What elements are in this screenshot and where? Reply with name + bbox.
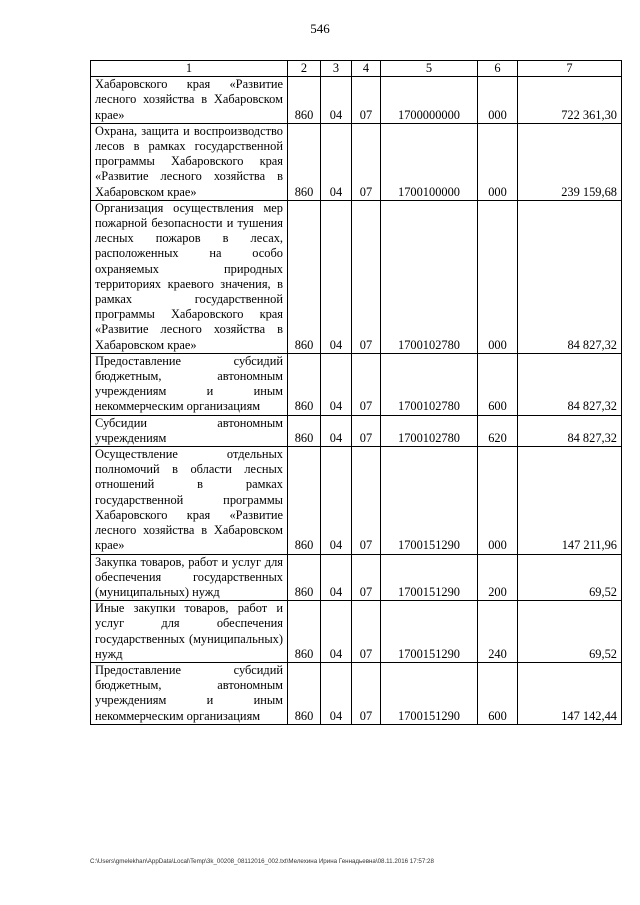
- row-admin-code: 860: [288, 123, 321, 200]
- budget-table: [90, 60, 622, 725]
- row-target-code: 1700100000: [381, 123, 478, 200]
- row-name: Закупка товаров, работ и услуг для обеспечения государственных (муниципальных) нужд: [91, 554, 288, 601]
- row-section: 04: [321, 554, 352, 601]
- row-target-code: 1700000000: [381, 77, 478, 124]
- row-section: 04: [321, 353, 352, 415]
- row-subsection: 07: [352, 554, 381, 601]
- header-col-2: 2: [288, 61, 321, 77]
- file-path-footer: C:\Users\gmelekhan\AppData\Local\Temp\3k_00208_08112016_002.txt\Мелехина Ирина Геннадьевна\08.11.2016 17:57:28: [90, 858, 434, 865]
- row-expense-type: 600: [478, 662, 518, 724]
- row-subsection: 07: [352, 200, 381, 353]
- row-target-code: 1700151290: [381, 662, 478, 724]
- header-col-4: 4: [352, 61, 381, 77]
- row-expense-type: 620: [478, 415, 518, 446]
- row-admin-code: 860: [288, 415, 321, 446]
- row-admin-code: 860: [288, 200, 321, 353]
- table-row: [91, 662, 622, 724]
- table-row: [91, 601, 622, 663]
- row-subsection: 07: [352, 415, 381, 446]
- row-section: 04: [321, 662, 352, 724]
- row-target-code: 1700151290: [381, 447, 478, 554]
- row-target-code: 1700151290: [381, 554, 478, 601]
- row-admin-code: 860: [288, 554, 321, 601]
- row-amount: 84 827,32: [518, 353, 622, 415]
- row-section: 04: [321, 200, 352, 353]
- row-expense-type: 200: [478, 554, 518, 601]
- row-target-code: 1700102780: [381, 415, 478, 446]
- row-amount: 147 142,44: [518, 662, 622, 724]
- row-target-code: 1700151290: [381, 601, 478, 663]
- row-amount: 84 827,32: [518, 415, 622, 446]
- row-target-code: 1700102780: [381, 353, 478, 415]
- row-section: 04: [321, 601, 352, 663]
- row-subsection: 07: [352, 353, 381, 415]
- row-expense-type: 240: [478, 601, 518, 663]
- table-row: [91, 415, 622, 446]
- row-admin-code: 860: [288, 601, 321, 663]
- row-expense-type: 000: [478, 447, 518, 554]
- row-amount: 69,52: [518, 601, 622, 663]
- header-col-3: 3: [321, 61, 352, 77]
- table-row: [91, 123, 622, 200]
- header-col-5: 5: [381, 61, 478, 77]
- row-name: Предоставление субсидий бюджетным, автономным учреждениям и иным некоммерческим организациям: [91, 662, 288, 724]
- row-admin-code: 860: [288, 662, 321, 724]
- row-section: 04: [321, 447, 352, 554]
- row-amount: 239 159,68: [518, 123, 622, 200]
- row-subsection: 07: [352, 77, 381, 124]
- row-expense-type: 000: [478, 123, 518, 200]
- table-row: [91, 77, 622, 124]
- header-col-7: 7: [518, 61, 622, 77]
- row-admin-code: 860: [288, 353, 321, 415]
- row-name: Иные закупки товаров, работ и услуг для обеспечения государственных (муниципальных) нужд: [91, 601, 288, 663]
- row-name: Организация осуществления мер пожарной безопасности и тушения лесных пожаров в лесах, расположенных на особо охраняемых природных территориях краевого значения, в рамках государственной программы Хабаровского края «Развитие лесного хозяйства в Хабаровском крае»: [91, 200, 288, 353]
- table-row: [91, 447, 622, 554]
- row-section: 04: [321, 123, 352, 200]
- table-header-row: [91, 61, 622, 77]
- row-expense-type: 000: [478, 77, 518, 124]
- page-number: 546: [310, 21, 330, 36]
- row-target-code: 1700102780: [381, 200, 478, 353]
- table-row: [91, 200, 622, 353]
- row-amount: 722 361,30: [518, 77, 622, 124]
- row-amount: 147 211,96: [518, 447, 622, 554]
- table-row: [91, 554, 622, 601]
- header-col-6: 6: [478, 61, 518, 77]
- row-amount: 84 827,32: [518, 200, 622, 353]
- row-subsection: 07: [352, 447, 381, 554]
- row-expense-type: 600: [478, 353, 518, 415]
- table-row: [91, 353, 622, 415]
- row-section: 04: [321, 415, 352, 446]
- row-expense-type: 000: [478, 200, 518, 353]
- row-name: Осуществление отдельных полномочий в области лесных отношений в рамках государственной программы Хабаровского края «Развитие лесного хозяйства в Хабаровском крае»: [91, 447, 288, 554]
- row-admin-code: 860: [288, 447, 321, 554]
- row-name: Хабаровского края «Развитие лесного хозяйства в Хабаровском крае»: [91, 77, 288, 124]
- row-name: Субсидии автономным учреждениям: [91, 415, 288, 446]
- row-name: Предоставление субсидий бюджетным, автономным учреждениям и иным некоммерческим организациям: [91, 353, 288, 415]
- row-subsection: 07: [352, 123, 381, 200]
- row-subsection: 07: [352, 662, 381, 724]
- row-amount: 69,52: [518, 554, 622, 601]
- row-section: 04: [321, 77, 352, 124]
- row-admin-code: 860: [288, 77, 321, 124]
- row-name: Охрана, защита и воспроизводство лесов в рамках государственной программы Хабаровского края «Развитие лесного хозяйства в Хабаровском крае»: [91, 123, 288, 200]
- header-col-1: 1: [91, 61, 288, 77]
- row-subsection: 07: [352, 601, 381, 663]
